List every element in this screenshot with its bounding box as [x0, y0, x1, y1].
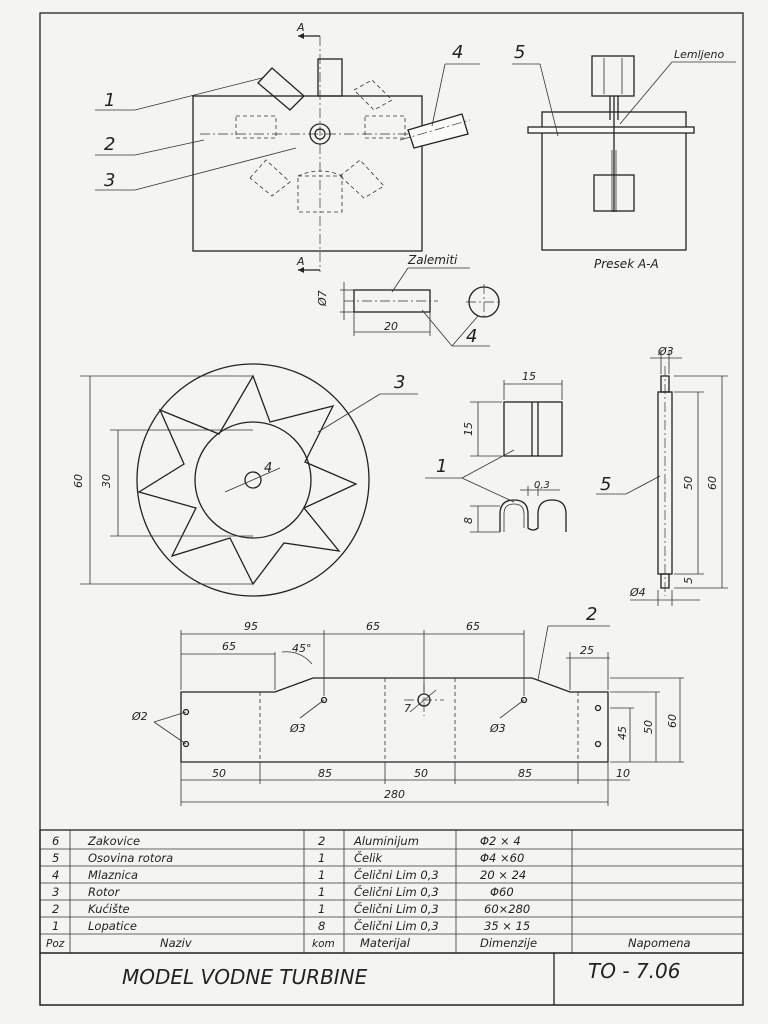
row-5-qty: 1	[318, 851, 326, 865]
dim-shaft-end: 5	[682, 577, 695, 584]
row-4-qty: 1	[318, 868, 326, 882]
label-pos-1: 1	[104, 90, 116, 111]
dim-housing-50b: 50	[414, 767, 428, 780]
header-material: Materijal	[360, 936, 410, 950]
label-pos-4: 4	[452, 42, 464, 63]
dim-housing-280: 280	[384, 788, 405, 801]
row-6-dims: Φ2 × 4	[480, 834, 521, 848]
row-4-pos: 4	[52, 868, 60, 882]
row-3-name: Rotor	[88, 885, 120, 899]
row-4-material: Čelični Lim 0,3	[354, 868, 439, 882]
row-5-dims: Φ4 ×60	[480, 851, 525, 865]
drawing-number: TO - 7.06	[588, 959, 681, 983]
dim-shaft-mid: 50	[682, 476, 695, 490]
dim-nozzle-len: 20	[384, 320, 398, 333]
row-1-material: Čelični Lim 0,3	[354, 919, 439, 933]
row-1-pos: 1	[52, 919, 60, 933]
dim-housing-hole7: 7	[404, 702, 411, 715]
dim-blade-depth: 8	[462, 517, 475, 524]
header-dims: Dimenzije	[480, 936, 538, 950]
section-title: Presek A-A	[594, 257, 659, 271]
dim-housing-65c: 65	[466, 620, 480, 633]
label-pos-2: 2	[104, 134, 116, 155]
dim-housing-phi3a: Ø3	[290, 722, 306, 735]
dim-housing-65b: 65	[366, 620, 380, 633]
dim-housing-45: 45	[616, 726, 629, 740]
label-pos-3: 3	[104, 170, 116, 191]
label-housing-pos-2: 2	[586, 604, 598, 625]
dim-housing-phi3b: Ø3	[490, 722, 506, 735]
header-note: Napomena	[628, 936, 691, 950]
row-4-name: Mlaznica	[88, 868, 139, 882]
dim-shaft-len: 60	[706, 476, 719, 490]
dim-housing-10: 10	[616, 767, 630, 780]
dim-housing-85a: 85	[318, 767, 332, 780]
row-1-qty: 8	[318, 919, 326, 933]
row-6-pos: 6	[52, 834, 60, 848]
label-blade-pos-1: 1	[436, 456, 448, 477]
dim-rotor-hole: 4	[264, 461, 273, 476]
row-1-name: Lopatice	[88, 919, 137, 933]
dim-housing-phi2: Ø2	[132, 710, 148, 723]
row-5-pos: 5	[52, 851, 60, 865]
row-2-name: Kućište	[88, 902, 130, 916]
section-marker-bottom: A	[297, 255, 305, 268]
drawing-title: MODEL VODNE TURBINE	[122, 965, 368, 989]
row-3-pos: 3	[52, 885, 60, 899]
row-2-dims: 60×280	[484, 902, 531, 916]
note-soldered: Lemljeno	[674, 48, 725, 61]
row-1-dims: 35 × 15	[484, 919, 531, 933]
dim-housing-85b: 85	[518, 767, 532, 780]
dim-rotor-outer: 60	[72, 474, 85, 488]
row-2-material: Čelični Lim 0,3	[354, 902, 439, 916]
row-3-dims: Φ60	[490, 885, 514, 899]
row-6-material: Aluminijum	[354, 834, 419, 848]
section-marker-top: A	[297, 21, 305, 34]
dim-blade-width: 15	[522, 370, 536, 383]
dim-housing-65a: 65	[222, 640, 236, 653]
note-to-solder: Zalemiti	[408, 253, 458, 267]
row-5-material: Čelik	[354, 851, 383, 865]
dim-shaft-dia-bot: Ø4	[630, 586, 646, 599]
row-3-material: Čelični Lim 0,3	[354, 885, 439, 899]
dim-blade-height: 15	[462, 422, 475, 436]
label-shaft-pos-5: 5	[600, 474, 612, 495]
header-name: Naziv	[160, 936, 192, 950]
dim-housing-50a: 50	[212, 767, 226, 780]
header-pos: Poz	[46, 938, 65, 950]
row-4-dims: 20 × 24	[480, 868, 527, 882]
row-3-qty: 1	[318, 885, 326, 899]
row-6-name: Zakovice	[88, 834, 141, 848]
label-pos-5: 5	[514, 42, 526, 63]
dim-housing-angle: 45°	[292, 642, 312, 655]
row-2-qty: 1	[318, 902, 326, 916]
header-qty: kom	[312, 938, 335, 950]
dim-housing-60v: 60	[666, 714, 679, 728]
dim-nozzle-dia: Ø7	[316, 290, 329, 306]
dim-blade-thk: 0,3	[534, 480, 550, 491]
row-5-name: Osovina rotora	[88, 851, 174, 865]
dim-shaft-dia-top: Ø3	[658, 345, 674, 358]
dim-housing-95: 95	[244, 620, 258, 633]
label-nozzle-pos-4: 4	[466, 326, 478, 347]
dim-housing-50v: 50	[642, 720, 655, 734]
dim-rotor-inner: 30	[100, 474, 113, 488]
row-2-pos: 2	[52, 902, 60, 916]
label-rotor-pos-3: 3	[394, 372, 406, 393]
dim-housing-25: 25	[580, 644, 594, 657]
row-6-qty: 2	[318, 834, 326, 848]
